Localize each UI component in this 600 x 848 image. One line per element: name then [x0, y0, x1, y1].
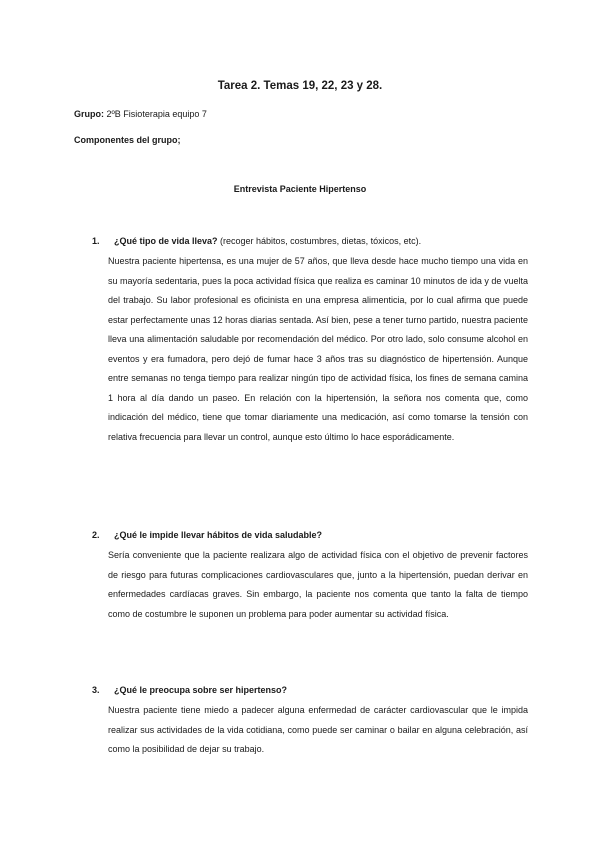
document-title: Tarea 2. Temas 19, 22, 23 y 28. [217, 80, 383, 92]
question-number: 3. [92, 685, 100, 695]
question-note: (recoger hábitos, costumbres, dietas, tóxicos, etc). [217, 236, 422, 246]
group-label: Grupo: [74, 109, 104, 119]
question-3 [92, 685, 532, 695]
question-number: 2. [92, 530, 100, 540]
answer-1: Nuestra paciente hipertensa, es una mujer de 57 años, que lleva desde hace mucho tiempo una vida en su mayoría sedentaria, pues la poca actividad física que realiza es caminar 10 minutos de ida y de vuelta del trabajo. Su labor profesional es oficinista en una empresa alimenticia, por lo cual afirma que puede estar perfectamente unas 12 horas diarias sentada. Así bien, pese a tener turno partido, nuestra paciente lleva una alimentación saludable por recomendación del médico. Por otro lado, solo consume alcohol en eventos y era fumadora, pero dejó de fumar hace 3 años tras su diagnóstico de hipertensión. Aunque entre semanas no tenga tiempo para realizar ningún tipo de actividad física, los fines de semana camina 1 hora al día dando un paseo. En relación con la hipertensión, la señora nos comenta que, como indicación del médico, tiene que tomar diariamente una medicación, así como tomarse la tensión con relativa frecuencia para llevar un control, aunque esto último lo hace esporádicamente. [108, 256, 528, 442]
answer-2: Sería conveniente que la paciente realizara algo de actividad física con el objetivo de prevenir factores de riesgo para futuras complicaciones cardiovasculares que, junto a la hipertensión, puedan derivar en enfermedades cardíacas graves. Sin embargo, la paciente nos comenta que tanto la falta de tiempo como de costumbre le suponen un problema para poder aumentar su actividad física. [108, 550, 528, 619]
group-line [74, 109, 207, 119]
answer-3: Nuestra paciente tiene miedo a padecer alguna enfermedad de carácter cardiovascular que le impida realizar sus actividades de la vida cotidiana, como puede ser caminar o bailar en alguna celebración, así como la posibilidad de dejar su trabajo. [108, 705, 528, 754]
question-text: ¿Qué le preocupa sobre ser hipertenso? [114, 685, 288, 695]
interview-subtitle: Entrevista Paciente Hipertenso [233, 184, 367, 194]
group-value: 2ºB Fisioterapia equipo 7 [106, 109, 207, 119]
question-1 [92, 236, 532, 246]
question-text: ¿Qué le impide llevar hábitos de vida saludable? [114, 530, 323, 540]
group-members-label: Componentes del grupo; [74, 135, 181, 145]
question-text: ¿Qué tipo de vida lleva? [114, 236, 218, 246]
question-2 [92, 530, 532, 540]
question-number: 1. [92, 236, 100, 246]
